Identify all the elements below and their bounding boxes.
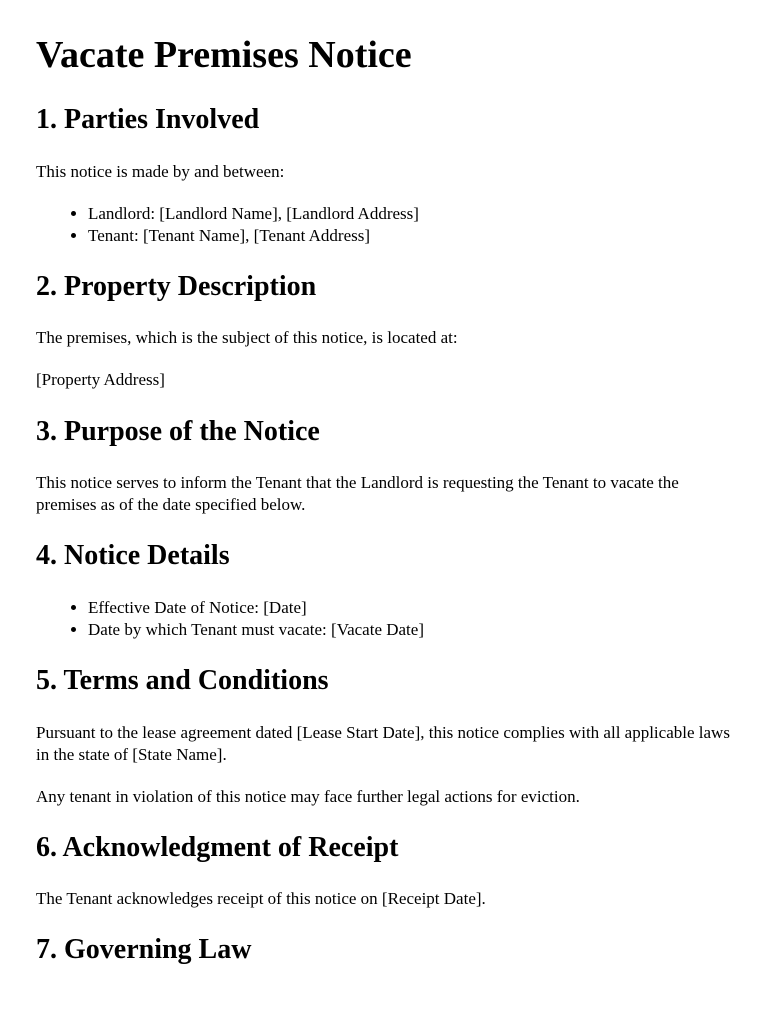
section-heading-notice-details: 4. Notice Details	[36, 540, 230, 571]
property-address: [Property Address]	[36, 370, 165, 389]
terms-paragraph-2: Any tenant in violation of this notice may face further legal actions for eviction.	[36, 787, 580, 806]
list-item-effective-date: • Effective Date of Notice: [Date]	[88, 597, 424, 619]
section-heading-property: 2. Property Description	[36, 271, 317, 302]
terms-paragraph-1: Pursuant to the lease agreement dated [Lease Start Date], this notice complies with all applicable laws in the state of [State Name].	[36, 723, 730, 764]
section-heading-governing-law: 7. Governing Law	[36, 934, 252, 965]
parties-list	[36, 203, 419, 247]
purpose-paragraph: This notice serves to inform the Tenant that the Landlord is requesting the Tenant to vacate the premises as of the date specified below.	[36, 473, 679, 514]
section-parties-intro: This notice is made by and between:	[36, 162, 285, 181]
acknowledgment-paragraph: The Tenant acknowledges receipt of this notice on [Receipt Date].	[36, 889, 486, 908]
property-paragraph: The premises, which is the subject of this notice, is located at:	[36, 328, 458, 347]
section-heading-acknowledgment: 6. Acknowledgment of Receipt	[36, 832, 399, 863]
section-heading-terms: 5. Terms and Conditions	[36, 665, 329, 696]
list-item-landlord: • Landlord: [Landlord Name], [Landlord Address]	[88, 203, 419, 225]
notice-details-list	[36, 597, 424, 641]
list-item-tenant: • Tenant: [Tenant Name], [Tenant Address]	[88, 225, 419, 247]
section-heading-purpose: 3. Purpose of the Notice	[36, 416, 320, 447]
list-item-vacate-date: • Date by which Tenant must vacate: [Vacate Date]	[88, 619, 424, 641]
section-heading-parties: 1. Parties Involved	[36, 104, 260, 135]
document-title: Vacate Premises Notice	[36, 34, 412, 76]
